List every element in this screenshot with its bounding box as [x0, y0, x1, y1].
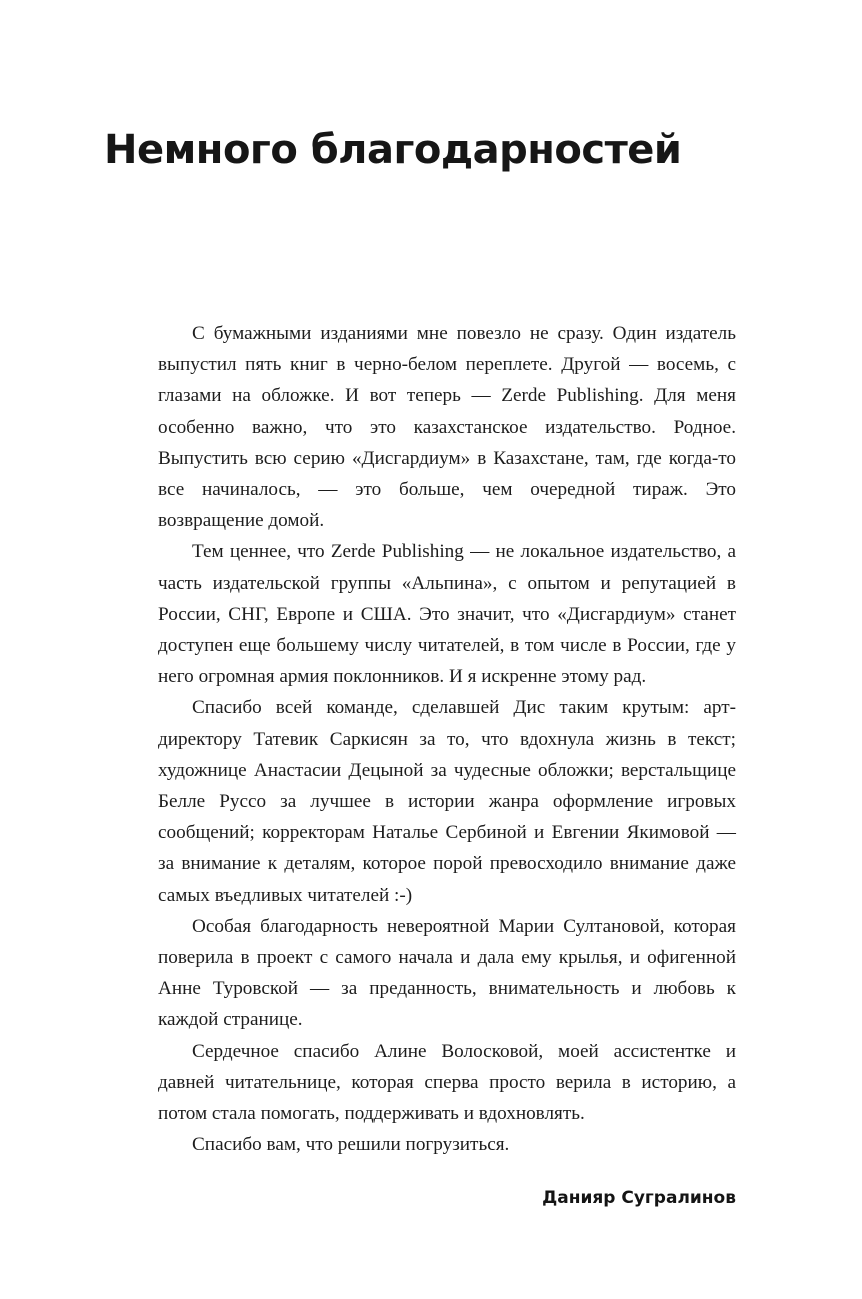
paragraph: Сердечное спасибо Алине Волосковой, моей ассистентке и давней читательнице, которая сперва просто верила в историю, а потом стала помогать, поддерживать и вдохновлять. — [158, 1040, 736, 1125]
paragraph: Особая благодарность невероятной Марии Султановой, которая поверила в проект с самого начала и дала ему крылья, и офигенной Анне Туровской — за преданность, внимательность и любовь к каждой странице. — [158, 915, 736, 1031]
author-signature: Данияр Сугралинов — [542, 1188, 736, 1209]
body-text-block — [158, 318, 736, 1210]
paragraph: С бумажными изданиями мне повезло не сразу. Один издатель выпустил пять книг в черно-белом переплете. Другой — восемь, с глазами на обложке. И вот теперь — Zerde Publishing. Для меня особенно важно, что это казахстанское издательство. Родное. Выпустить всю серию «Дисгардиум» в Казахстане, там, где когда-то все начиналось, — это больше, чем очередной тираж. Это возвращение домой. — [158, 323, 736, 532]
paragraph: Тем ценнее, что Zerde Publishing — не локальное издательство, а часть издательской группы «Альпина», с опытом и репутацией в России, СНГ, Европе и США. Это значит, что «Дисгардиум» станет доступен еще большему числу читателей, в том числе в России, где у него огромная армия поклонников. И я искренне этому рад. — [158, 541, 736, 688]
paragraph: Спасибо вам, что решили погрузиться. — [192, 1134, 510, 1156]
paragraph: Спасибо всей команде, сделавшей Дис таким крутым: арт-директору Татевик Саркисян за то, что вдохнула жизнь в текст; художнице Анастасии Децыной за чудесные обложки; верстальщице Белле Руссо за лучшее в истории жанра оформление игровых сообщений; корректорам Наталье Сербиной и Евгении Якимовой — за внимание к деталям, которое порой превосходило внимание даже самых въедливых читателей :-) — [158, 697, 736, 906]
page-title: Немного благодарностей — [104, 126, 682, 173]
